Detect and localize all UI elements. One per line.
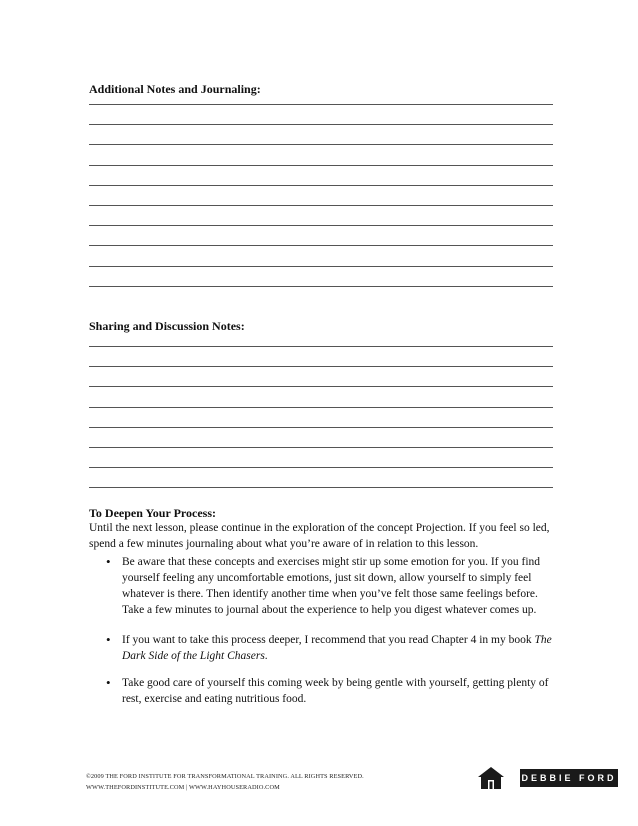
sharing-heading: Sharing and Discussion Notes: xyxy=(89,319,245,333)
writing-line[interactable] xyxy=(89,427,553,428)
writing-line[interactable] xyxy=(89,467,553,468)
bullet-icon: • xyxy=(106,675,111,690)
bullet-icon: • xyxy=(106,554,111,569)
website-links: WWW.THEFORDINSTITUTE.COM | WWW.HAYHOUSERADIO.COM xyxy=(86,784,280,791)
deepen-heading: To Deepen Your Process: xyxy=(89,506,216,520)
writing-line[interactable] xyxy=(89,144,553,145)
bullet-text: Take good care of yourself this coming week by being gentle with yourself, getting plenty of rest, exercise and eating nutritious food. xyxy=(122,677,549,705)
notes-heading: Additional Notes and Journaling: xyxy=(89,82,261,96)
writing-line[interactable] xyxy=(89,104,553,105)
book-title: The Dark Side of the Light Chasers xyxy=(122,634,552,662)
bullet-text-after: . xyxy=(264,650,268,662)
writing-line[interactable] xyxy=(89,225,553,226)
writing-line[interactable] xyxy=(89,205,553,206)
footer xyxy=(86,771,364,793)
writing-line[interactable] xyxy=(89,487,553,488)
house-logo-icon xyxy=(477,766,505,790)
writing-line[interactable] xyxy=(89,447,553,448)
writing-line[interactable] xyxy=(89,346,553,347)
writing-line[interactable] xyxy=(89,286,553,287)
bullet-item-1 xyxy=(106,554,556,618)
writing-line[interactable] xyxy=(89,165,553,166)
bullet-text xyxy=(122,632,556,664)
bullet-item-3 xyxy=(106,675,556,707)
bullet-text-before: If you want to take this process deeper, I recommend that you read Chapter 4 in my book xyxy=(122,634,535,646)
writing-line[interactable] xyxy=(89,124,553,125)
bullet-item-2 xyxy=(106,632,556,664)
writing-line[interactable] xyxy=(89,407,553,408)
brand-logo: DEBBIE FORD xyxy=(520,769,618,787)
writing-line[interactable] xyxy=(89,245,553,246)
deepen-intro: Until the next lesson, please continue in the exploration of the concept Projection. If you feel so led, spend a few minutes journaling about what you’re aware of in relation to this lesson. xyxy=(89,522,550,550)
writing-line[interactable] xyxy=(89,266,553,267)
copyright-text: ©2009 THE FORD INSTITUTE FOR TRANSFORMATIONAL TRAINING. ALL RIGHTS RESERVED. xyxy=(86,773,364,780)
writing-line[interactable] xyxy=(89,366,553,367)
writing-line[interactable] xyxy=(89,185,553,186)
writing-line[interactable] xyxy=(89,386,553,387)
bullet-icon: • xyxy=(106,632,111,647)
bullet-text: Be aware that these concepts and exercises might stir up some emotion for you. If you find yourself feeling any uncomfortable emotions, just sit down, allow yourself to simply feel whatever is there. Then identify another time when you’ve felt those same feelings before. Take a few minutes to journal about the experience to help you digest whatever comes up. xyxy=(122,556,541,616)
